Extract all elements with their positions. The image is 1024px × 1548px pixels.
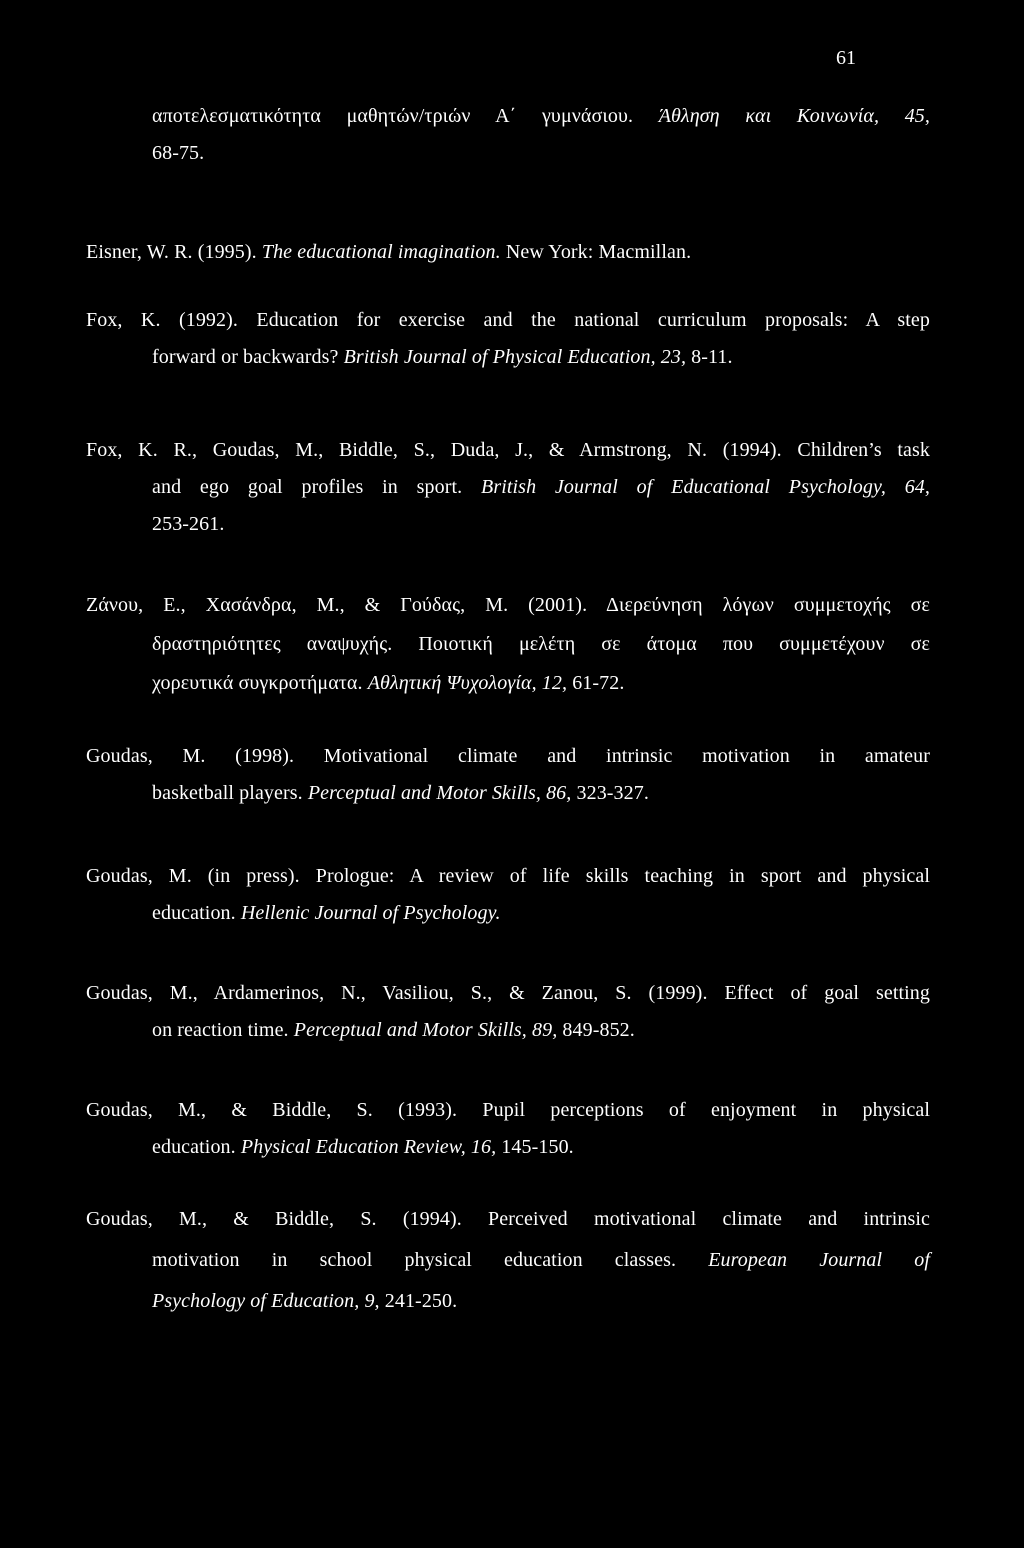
reference-text: 8-11.	[686, 346, 733, 368]
reference-text: Goudas, M., Ardamerinos, N., Vasiliou, S., & Zanou, S. (1999). Effect of goal setting	[86, 982, 930, 1004]
reference-source-italic: British Journal of Physical Education, 23,	[343, 346, 687, 368]
reference-entry-fox-1994	[86, 432, 930, 543]
reference-text: 253-261.	[152, 513, 225, 535]
reference-line	[152, 469, 930, 506]
reference-text: Fox, K. (1992). Education for exercise and the national curriculum proposals: A step	[86, 309, 930, 331]
reference-text: Goudas, M., & Biddle, S. (1994). Perceived motivational climate and intrinsic	[86, 1208, 930, 1230]
reference-line	[152, 98, 930, 135]
reference-text: Goudas, M., & Biddle, S. (1993). Pupil perceptions of enjoyment in physical	[86, 1099, 930, 1121]
reference-entry-goudas-1999	[86, 975, 930, 1049]
reference-line	[152, 895, 930, 932]
page-number: 61	[836, 47, 856, 69]
reference-line	[86, 738, 930, 775]
reference-text: αποτελεσματικότητα μαθητών/τριών Α΄ γυμνάσιου.	[152, 105, 659, 127]
reference-text: New York: Macmillan.	[500, 241, 692, 263]
reference-line	[86, 302, 930, 339]
reference-line	[152, 1281, 930, 1322]
reference-entry-cont	[86, 98, 930, 172]
reference-text: forward or backwards?	[152, 346, 344, 368]
reference-line	[152, 506, 930, 543]
reference-source-italic: European Journal of	[708, 1249, 931, 1271]
reference-line	[152, 625, 930, 664]
reference-line	[86, 975, 930, 1012]
reference-line	[152, 775, 930, 812]
reference-line	[86, 586, 930, 625]
reference-line	[86, 858, 930, 895]
reference-line	[86, 432, 930, 469]
reference-text: and ego goal profiles in sport.	[152, 476, 482, 498]
reference-entry-goudas-inpress	[86, 858, 930, 932]
reference-source-italic: Αθλητική Ψυχολογία, 12,	[367, 672, 568, 694]
reference-source-italic: Άθληση και Κοινωνία, 45,	[658, 105, 930, 127]
reference-source-italic: Psychology of Education, 9,	[152, 1290, 380, 1312]
reference-source-italic: Physical Education Review, 16,	[240, 1136, 497, 1158]
reference-text: Fox, K. R., Goudas, M., Biddle, S., Duda, J., & Armstrong, N. (1994). Children’s task	[86, 439, 930, 461]
reference-text: 323-327.	[571, 782, 649, 804]
reference-text: 241-250.	[379, 1290, 458, 1312]
reference-text: motivation in school physical education classes.	[152, 1249, 709, 1271]
reference-line	[152, 339, 930, 376]
reference-entry-goudas-1994	[86, 1199, 930, 1322]
reference-entry-eisner-1995	[86, 234, 930, 271]
reference-text: Goudas, M. (in press). Prologue: A review of life skills teaching in sport and physical	[86, 865, 930, 887]
reference-text: 61-72.	[567, 672, 625, 694]
reference-line	[152, 664, 930, 703]
reference-source-italic: British Journal of Educational Psychology, 64,	[481, 476, 930, 498]
reference-text: 849-852.	[557, 1019, 635, 1041]
reference-text: education.	[152, 1136, 241, 1158]
reference-entry-fox-1992	[86, 302, 930, 376]
reference-line	[152, 1129, 930, 1166]
reference-text: on reaction time.	[152, 1019, 294, 1041]
reference-entry-goudas-1993	[86, 1092, 930, 1166]
reference-text: education.	[152, 902, 241, 924]
reference-line	[152, 1240, 930, 1281]
reference-text: δραστηριότητες αναψυχής. Ποιοτική μελέτη σε άτομα που συμμετέχουν σε	[152, 633, 930, 655]
reference-text: Eisner, W. R. (1995).	[86, 241, 262, 263]
reference-text: 145-150.	[496, 1136, 574, 1158]
reference-text: Goudas, M. (1998). Motivational climate and intrinsic motivation in amateur	[86, 745, 930, 767]
reference-line	[86, 234, 930, 271]
reference-line	[152, 1012, 930, 1049]
reference-entry-goudas-1998	[86, 738, 930, 812]
reference-text: basketball players.	[152, 782, 308, 804]
reference-line	[86, 1092, 930, 1129]
reference-source-italic: The educational imagination.	[261, 241, 501, 263]
reference-entry-zanou-2001	[86, 586, 930, 703]
reference-text: Ζάνου, Ε., Χασάνδρα, Μ., & Γούδας, Μ. (2001). Διερεύνηση λόγων συμμετοχής σε	[86, 594, 930, 616]
reference-text: 68-75.	[152, 142, 205, 164]
reference-text: χορευτικά συγκροτήματα.	[152, 672, 368, 694]
reference-line	[152, 135, 930, 172]
reference-source-italic: Hellenic Journal of Psychology.	[240, 902, 501, 924]
reference-source-italic: Perceptual and Motor Skills, 86,	[307, 782, 572, 804]
reference-line	[86, 1199, 930, 1240]
reference-source-italic: Perceptual and Motor Skills, 89,	[293, 1019, 558, 1041]
